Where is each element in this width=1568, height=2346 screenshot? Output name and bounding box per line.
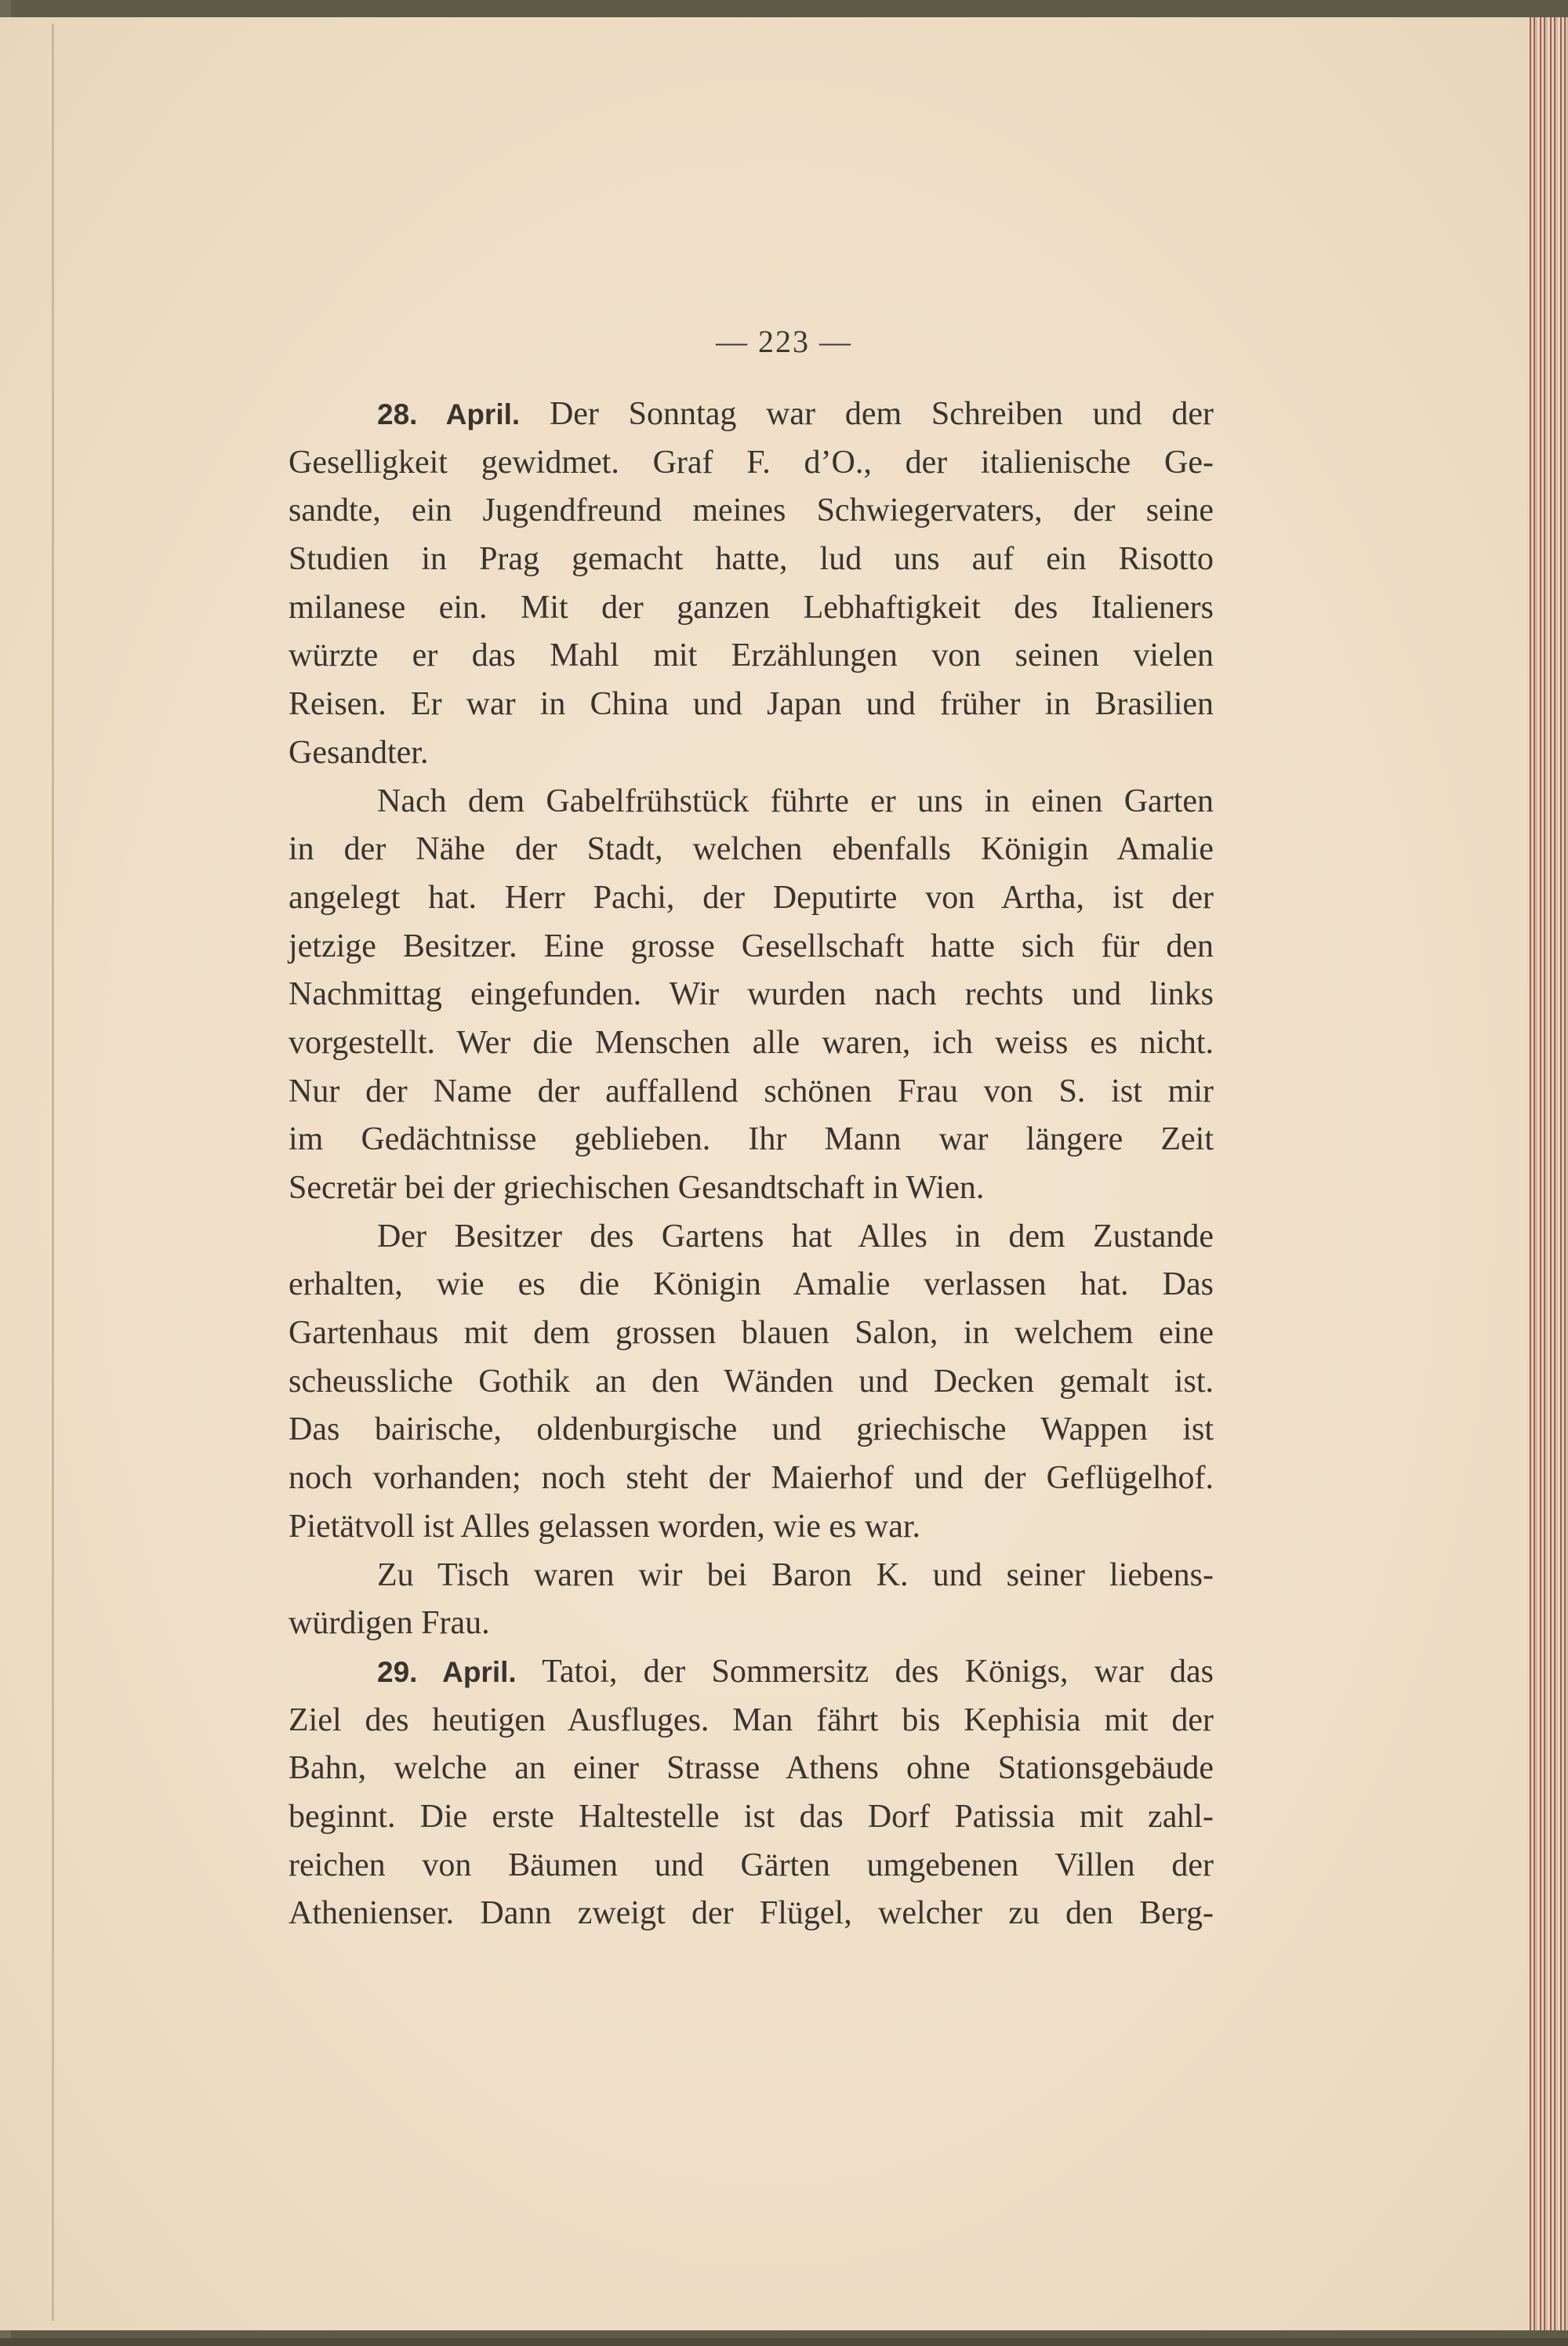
text-line-content [289, 1406, 1214, 1454]
line-text: Gesandter. [289, 734, 429, 771]
text-line [289, 923, 1214, 971]
text-line [289, 1648, 1214, 1697]
text-line-content [377, 390, 1214, 439]
text-line [289, 536, 1214, 584]
text-line [289, 1019, 1214, 1068]
line-text: Der Sonntag war dem Schreiben und der [520, 396, 1214, 432]
line-text: Reisen. Er war in China und Japan und früher in Brasilien [289, 686, 1214, 723]
entry-date: 28. April. [377, 398, 521, 430]
line-text: erhalten, wie es die Königin Amalie verlassen hat. Das [289, 1266, 1214, 1303]
text-line [289, 487, 1214, 536]
line-text: Nachmittag eingefunden. Wir wurden nach rechts und links [289, 976, 1214, 1013]
text-line-content [289, 1261, 1214, 1309]
text-line [289, 971, 1214, 1019]
text-line [289, 681, 1214, 729]
page-number: — 223 — [716, 324, 852, 359]
text-line [289, 1600, 1214, 1648]
text-line [289, 584, 1214, 633]
text-line [289, 1890, 1214, 1938]
text-line-content [289, 729, 1214, 778]
line-text: in der Nähe der Stadt, welchen ebenfalls Königin Amalie [289, 831, 1214, 868]
text-line [289, 1842, 1214, 1890]
line-text: Athenienser. Dann zweigt der Flügel, welcher zu den Berg- [289, 1895, 1214, 1932]
line-text: Tatoi, der Sommersitz des Königs, war das [516, 1653, 1214, 1690]
text-line [289, 1116, 1214, 1164]
line-text: sandte, ein Jugendfreund meines Schwiegervaters, der seine [289, 492, 1214, 529]
text-line-content [289, 923, 1214, 971]
text-line [289, 1261, 1214, 1309]
line-text: Zu Tisch waren wir bei Baron K. und seiner liebens- [377, 1556, 1214, 1593]
line-text: Nur der Name der auffallend schönen Frau von S. ist mir [289, 1073, 1214, 1109]
text-line [289, 390, 1214, 439]
line-text: Studien in Prag gemacht hatte, lud uns auf ein Risotto [289, 541, 1214, 578]
text-line-content [289, 681, 1214, 729]
paragraph [289, 778, 1214, 1213]
line-text: beginnt. Die erste Haltestelle ist das Dorf Patissia mit zahl- [289, 1798, 1214, 1835]
text-line-content [289, 1019, 1214, 1068]
paragraph [289, 1648, 1214, 1938]
page-gutter-edge [52, 24, 54, 2321]
text-line [289, 826, 1214, 874]
line-text: jetzige Besitzer. Eine grosse Gesellschaft hatte sich für den [289, 928, 1214, 964]
text-line-content [289, 1890, 1214, 1938]
line-text: Geselligkeit gewidmet. Graf F. d’O., der italienische Ge- [289, 444, 1214, 481]
text-line-content [289, 632, 1214, 681]
text-line-content [289, 1793, 1214, 1842]
text-line [289, 1454, 1214, 1503]
text-line-content [289, 487, 1214, 536]
text-line-content [377, 1213, 1214, 1262]
text-line-content [377, 1552, 1214, 1600]
text-line [289, 874, 1214, 923]
text-line [289, 1213, 1214, 1262]
text-line-content [289, 874, 1214, 923]
text-line [289, 1503, 1214, 1552]
text-line-content [377, 778, 1214, 826]
page-stack-edge [1527, 17, 1568, 2330]
paragraph [289, 1213, 1214, 1552]
text-line-content [289, 1697, 1214, 1745]
text-line-content [289, 439, 1214, 488]
text-line-content [289, 1454, 1214, 1503]
line-text: milanese ein. Mit der ganzen Lebhaftigkeit des Italieners [289, 589, 1214, 626]
line-text: Secretär bei der griechischen Gesandtschaft in Wien. [289, 1170, 985, 1206]
text-line [289, 1745, 1214, 1793]
text-line-content [289, 1309, 1214, 1358]
text-line-content [289, 971, 1214, 1019]
text-line [289, 1406, 1214, 1454]
line-text: noch vorhanden; noch steht der Maierhof und der Geflügelhof. [289, 1460, 1214, 1497]
text-line-content [289, 1116, 1214, 1164]
line-text: vorgestellt. Wer die Menschen alle waren, ich weiss es nicht. [289, 1024, 1214, 1061]
text-line-content [289, 584, 1214, 633]
text-line [289, 1552, 1214, 1600]
line-text: würdigen Frau. [289, 1605, 490, 1642]
text-line-content [289, 826, 1214, 874]
line-text: Der Besitzer des Gartens hat Alles in dem Zustande [377, 1218, 1214, 1255]
text-line [289, 1697, 1214, 1745]
paragraph [289, 390, 1214, 778]
line-text: scheussliche Gothik an den Wänden und Decken gemalt ist. [289, 1363, 1214, 1400]
entry-date: 29. April. [377, 1655, 517, 1688]
text-line [289, 778, 1214, 826]
line-text: im Gedächtnisse geblieben. Ihr Mann war längere Zeit [289, 1121, 1214, 1158]
line-text: angelegt hat. Herr Pachi, der Deputirte von Artha, ist der [289, 879, 1214, 916]
text-line-content [289, 1068, 1214, 1117]
body-text [289, 390, 1214, 1938]
text-line [289, 632, 1214, 681]
line-text: Bahn, welche an einer Strasse Athens ohne Stationsgebäude [289, 1750, 1214, 1787]
line-text: reichen von Bäumen und Gärten umgebenen Villen der [289, 1847, 1214, 1883]
text-line-content [377, 1648, 1214, 1697]
line-text: Das bairische, oldenburgische und griechische Wappen ist [289, 1411, 1214, 1448]
text-line [289, 1309, 1214, 1358]
text-line [289, 1164, 1214, 1213]
text-line-content [289, 1164, 1214, 1213]
text-line-content [289, 1358, 1214, 1407]
line-text: Ziel des heutigen Ausfluges. Man fährt bis Kephisia mit der [289, 1701, 1214, 1738]
text-line [289, 439, 1214, 488]
text-line-content [289, 1745, 1214, 1793]
book-bottom-edge [0, 2338, 1568, 2346]
text-line [289, 1793, 1214, 1842]
text-line [289, 1358, 1214, 1407]
text-line-content [289, 1503, 1214, 1552]
text-line-content [289, 1842, 1214, 1890]
text-line-content [289, 536, 1214, 584]
text-line [289, 1068, 1214, 1117]
paragraph [289, 1552, 1214, 1648]
text-line-content [289, 1600, 1214, 1648]
line-text: Pietätvoll ist Alles gelassen worden, wie es war. [289, 1508, 921, 1545]
text-line [289, 729, 1214, 778]
line-text: Gartenhaus mit dem grossen blauen Salon, in welchem eine [289, 1315, 1214, 1352]
line-text: würzte er das Mahl mit Erzählungen von seinen vielen [289, 637, 1214, 674]
line-text: Nach dem Gabelfrühstück führte er uns in einen Garten [377, 783, 1214, 819]
